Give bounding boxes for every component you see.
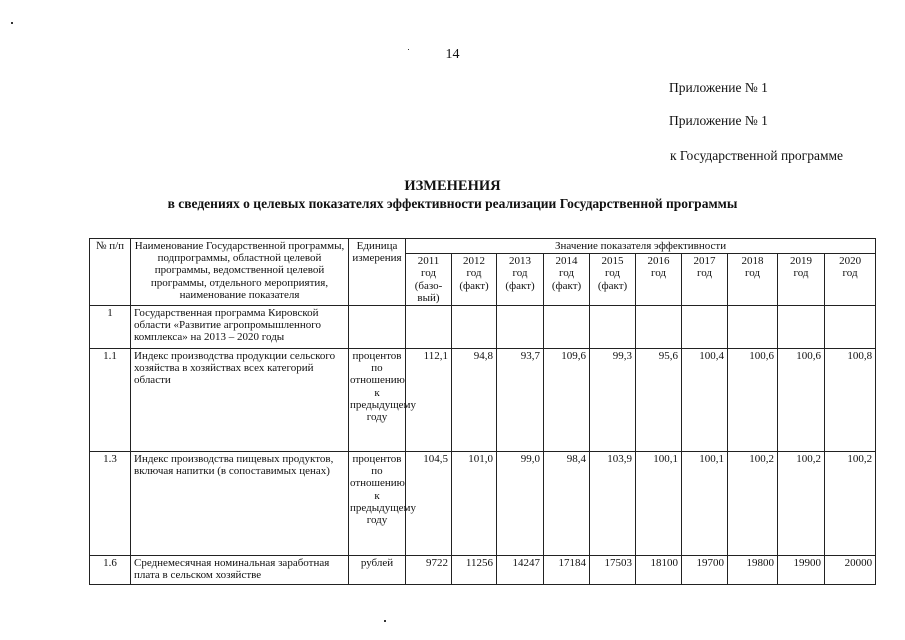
row-value: 100,4 bbox=[682, 349, 728, 452]
row-unit: процентов по отношению к предыдущему году bbox=[349, 349, 406, 452]
row-value: 101,0 bbox=[452, 452, 497, 556]
row-value bbox=[497, 306, 544, 349]
scan-speck bbox=[408, 49, 409, 50]
row-value: 98,4 bbox=[544, 452, 590, 556]
row-value: 14247 bbox=[497, 556, 544, 585]
annex-label: Приложение № 1 bbox=[669, 80, 768, 95]
row-value: 19900 bbox=[778, 556, 825, 585]
row-num: 1.3 bbox=[90, 452, 131, 556]
row-num: 1 bbox=[90, 306, 131, 349]
row-value: 100,6 bbox=[778, 349, 825, 452]
row-value: 109,6 bbox=[544, 349, 590, 452]
row-value: 17503 bbox=[590, 556, 636, 585]
header-year: 2016 год bbox=[636, 254, 682, 306]
row-unit: процентов по отношению к предыдущему году bbox=[349, 452, 406, 556]
row-value: 17184 bbox=[544, 556, 590, 585]
header-year: 2013 год (факт) bbox=[497, 254, 544, 306]
row-value: 100,2 bbox=[728, 452, 778, 556]
row-value bbox=[544, 306, 590, 349]
header-unit: Единица измерения bbox=[349, 239, 406, 306]
table-header-row bbox=[90, 239, 876, 254]
row-value bbox=[825, 306, 876, 349]
page-number: 14 bbox=[445, 47, 460, 62]
row-name: Индекс производства продукции сельского хозяйства в хозяйствах всех категорий области bbox=[131, 349, 349, 452]
table-row bbox=[90, 349, 876, 452]
table-row bbox=[90, 306, 876, 349]
row-value: 95,6 bbox=[636, 349, 682, 452]
row-value bbox=[406, 306, 452, 349]
row-value: 100,1 bbox=[636, 452, 682, 556]
header-year: 2015 год (факт) bbox=[590, 254, 636, 306]
row-value: 104,5 bbox=[406, 452, 452, 556]
row-num: 1.6 bbox=[90, 556, 131, 585]
row-value bbox=[636, 306, 682, 349]
row-value: 100,6 bbox=[728, 349, 778, 452]
table-row bbox=[90, 452, 876, 556]
row-value bbox=[590, 306, 636, 349]
indicators-table bbox=[89, 238, 876, 585]
annex-program-reference: к Государственной программе bbox=[670, 148, 844, 163]
header-num: № п/п bbox=[90, 239, 131, 306]
row-value: 99,0 bbox=[497, 452, 544, 556]
header-year: 2011 год (базо-вый) bbox=[406, 254, 452, 306]
scan-speck bbox=[11, 22, 13, 24]
row-value: 103,9 bbox=[590, 452, 636, 556]
row-num: 1.1 bbox=[90, 349, 131, 452]
row-value bbox=[728, 306, 778, 349]
header-name: Наименование Государственной программы, подпрограммы, областной целевой программы, ведомственной целевой программы, отдельного мероприятия, наименование показателя bbox=[131, 239, 349, 306]
row-name: Среднемесячная номинальная заработная плата в сельском хозяйстве bbox=[131, 556, 349, 585]
row-value bbox=[682, 306, 728, 349]
row-value: 112,1 bbox=[406, 349, 452, 452]
header-year: 2020 год bbox=[825, 254, 876, 306]
header-year: 2019 год bbox=[778, 254, 825, 306]
row-value: 100,8 bbox=[825, 349, 876, 452]
header-year: 2018 год bbox=[728, 254, 778, 306]
row-value bbox=[452, 306, 497, 349]
row-value: 100,1 bbox=[682, 452, 728, 556]
document-subtitle: в сведениях о целевых показателях эффективности реализации Государственной программы bbox=[167, 196, 738, 211]
row-unit bbox=[349, 306, 406, 349]
table-row bbox=[90, 556, 876, 585]
row-value: 93,7 bbox=[497, 349, 544, 452]
row-value: 100,2 bbox=[825, 452, 876, 556]
row-value: 100,2 bbox=[778, 452, 825, 556]
header-values-group: Значение показателя эффективности bbox=[406, 239, 876, 254]
row-unit: рублей bbox=[349, 556, 406, 585]
header-year: 2017 год bbox=[682, 254, 728, 306]
header-year: 2014 год (факт) bbox=[544, 254, 590, 306]
row-value: 11256 bbox=[452, 556, 497, 585]
annex-label-repeat: Приложение № 1 bbox=[669, 113, 768, 128]
document-title: ИЗМЕНЕНИЯ bbox=[404, 178, 501, 194]
row-value: 19800 bbox=[728, 556, 778, 585]
row-value: 9722 bbox=[406, 556, 452, 585]
row-value: 18100 bbox=[636, 556, 682, 585]
row-name: Индекс производства пищевых продуктов, включая напитки (в сопоставимых ценах) bbox=[131, 452, 349, 556]
row-value: 99,3 bbox=[590, 349, 636, 452]
row-name: Государственная программа Кировской области «Развитие агропромышленного комплекса» на 2013 – 2020 годы bbox=[131, 306, 349, 349]
row-value: 20000 bbox=[825, 556, 876, 585]
row-value: 94,8 bbox=[452, 349, 497, 452]
header-year: 2012 год (факт) bbox=[452, 254, 497, 306]
row-value bbox=[778, 306, 825, 349]
row-value: 19700 bbox=[682, 556, 728, 585]
scan-speck bbox=[384, 620, 386, 622]
